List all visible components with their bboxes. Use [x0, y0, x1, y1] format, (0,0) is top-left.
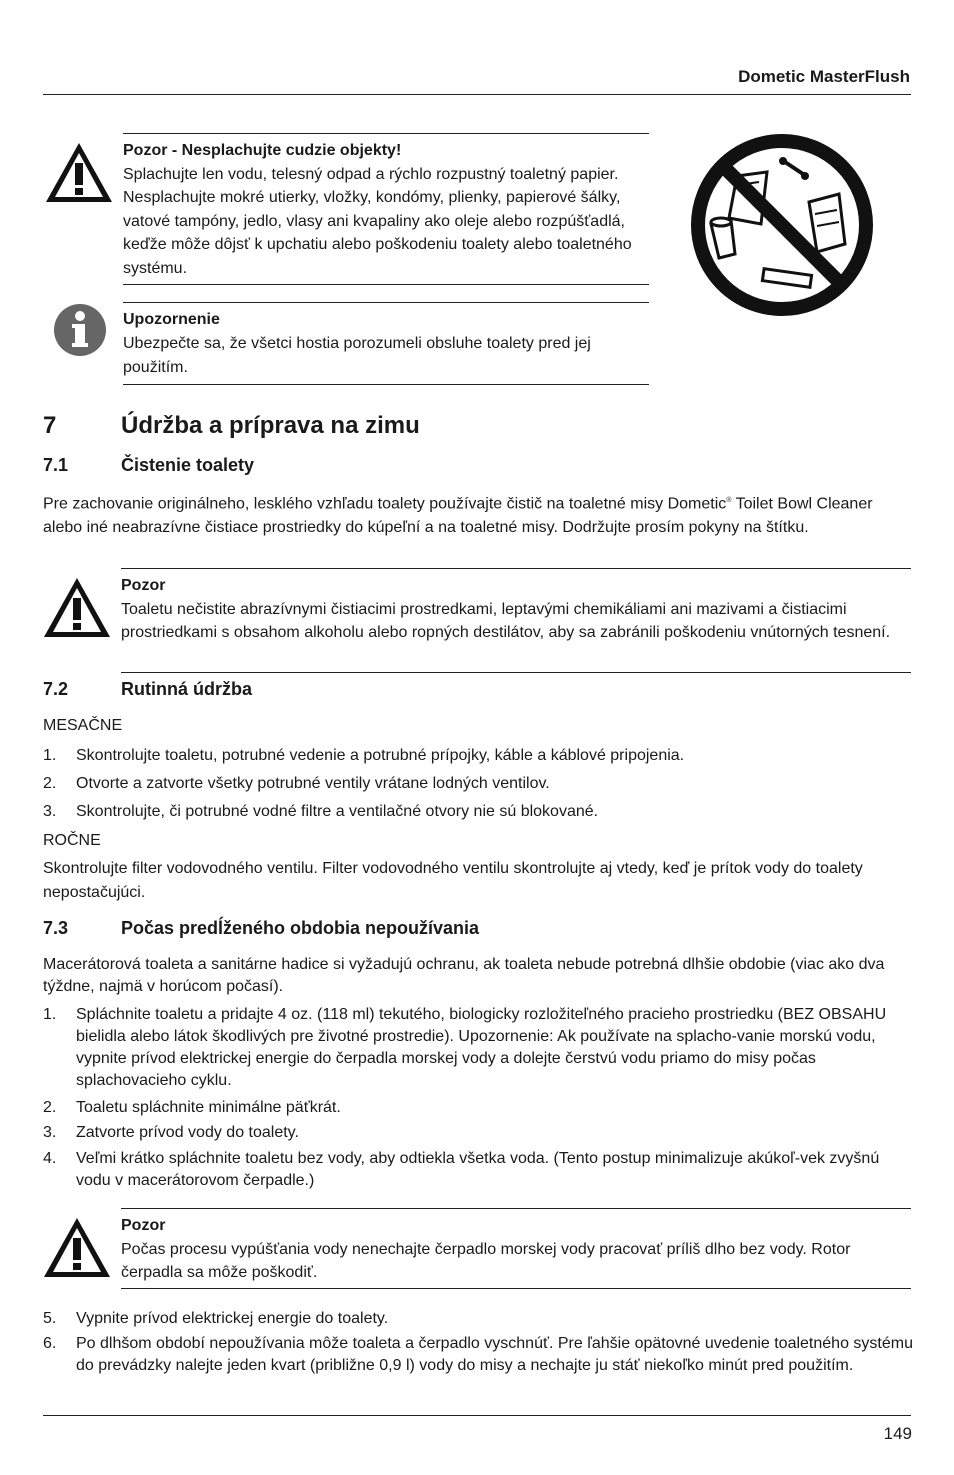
list-item: 2. Otvorte a zatvorte všetky potrubné ventily vrátane lodných ventilov.	[43, 775, 550, 792]
caution-abrasive	[121, 574, 913, 645]
section-7-3-number: 7.3	[43, 918, 69, 938]
caution-text: Toaletu nečistite abrazívnymi čistiacimi prostredkami, leptavými chemikáliami ani mazivami a čistiacimi prostriedkami s obsahom alkoholu alebo ropných destilátov, aby sa zabránili poškodeniu vnútorných tesnení.	[121, 600, 891, 641]
header-rule	[43, 94, 911, 95]
warning-text: Splachujte len vodu, telesný odpad a rýchlo rozpustný toaletný papier. Nesplachujte mokré utierky, vložky, kondómy, plienky, papierové šálky, vatové tampóny, jedlo, vlasy ani kvapaliny ako oleje alebo rozpúšťadlá, keďže môže dôjsť k upchatiu alebo poškodeniu toalety alebo toaletného systému.	[123, 165, 632, 277]
section-7-1-title: Čistenie toalety	[121, 455, 255, 475]
section-7-3-title: Počas predĺženého obdobia nepoužívania	[121, 918, 480, 938]
caution-text: Počas procesu vypúšťania vody nenechajte čerpadlo morskej vody pracovať príliš dlho bez vody. Rotor čerpadla sa môže poškodiť.	[121, 1240, 851, 1281]
list-item: 1. Skontrolujte toaletu, potrubné vedenie a potrubné prípojky, káble a káblové pripojenia.	[43, 747, 685, 764]
no-foreign-objects-icon	[689, 132, 875, 318]
section-7-1-paragraph: Pre zachovanie originálneho, lesklého vzhľadu toalety používajte čistič na toaletné misy Dometic® Toilet Bowl Cleaner alebo iné neabrazívne čistiace prostriedky do kúpeľní a na toaletné misy. Dodržujte prosím pokyny na štítku.	[43, 495, 873, 537]
storage-steps-list-b	[43, 1308, 913, 1377]
section-7-3-intro: Macerátorová toaleta a sanitárne hadice si vyžadujú ochranu, ak toaleta nebude potrebná dlhšie obdobie (viac ako dva týždne, najmä v horúcom počasí).	[43, 956, 885, 995]
list-item: 6. Po dlhšom období nepoužívania môže toaleta a čerpadlo vyschnúť. Pre ľahšie opätovné uvedenie toaletného systému do prevádzky nalejte jeden kvart (približne 0,9 l) vody do misy a nechajte ju stáť niekoľko minút pred použitím.	[43, 1335, 913, 1374]
caution-triangle-icon	[42, 1216, 112, 1280]
header-brand: Dometic MasterFlush	[738, 67, 910, 86]
section-7-1-number: 7.1	[43, 455, 69, 475]
note-hosts	[123, 308, 643, 380]
section-7-2-title: Rutinná údržba	[121, 679, 252, 699]
caution-triangle-icon	[42, 576, 112, 640]
list-item: 4. Veľmi krátko spláchnite toaletu bez vody, aby odtiekla všetka voda. (Tento postup minimalizuje akúkoľ-vek zvyšnú vodu v macerátorovom čerpadle.)	[43, 1150, 880, 1189]
caution-title: Pozor	[121, 1217, 166, 1234]
note-title: Upozornenie	[123, 311, 220, 328]
warning-foreign-objects	[123, 139, 643, 280]
section-7-number: 7	[43, 412, 57, 439]
page-number: 149	[883, 1424, 912, 1443]
footer-rule	[43, 1415, 911, 1416]
monthly-list	[43, 742, 913, 826]
warning-title: Pozor - Nesplachujte cudzie objekty!	[123, 142, 402, 159]
note-text: Ubezpečte sa, že všetci hostia porozumeli obsluhe toalety pred jej použitím.	[123, 335, 591, 376]
section-7-2-number: 7.2	[43, 679, 69, 699]
list-item: 5. Vypnite prívod elektrickej energie do toalety.	[43, 1310, 389, 1327]
monthly-label: MESAČNE	[43, 717, 123, 734]
info-icon	[53, 303, 107, 357]
registered-mark: ®	[726, 497, 732, 504]
list-item: 3. Skontrolujte, či potrubné vodné filtre a ventilačné otvory nie sú blokované.	[43, 803, 599, 820]
list-item: 3. Zatvorte prívod vody do toalety.	[43, 1124, 299, 1141]
yearly-text: Skontrolujte filter vodovodného ventilu. Filter vodovodného ventilu skontrolujte aj vtedy, keď je prítok vody do toalety nepostačujúci.	[43, 860, 863, 901]
caution-title: Pozor	[121, 577, 166, 594]
caution-pump	[121, 1214, 913, 1285]
yearly-label: ROČNE	[43, 832, 101, 849]
warning-triangle-icon	[44, 141, 114, 205]
storage-steps-list-a	[43, 1004, 913, 1192]
list-item: 1. Spláchnite toaletu a pridajte 4 oz. (118 ml) tekutého, biologicky rozložiteľného pracieho prostriedku (BEZ OBSAHU bielidla alebo látok škodlivých pre životné prostredie). Upozornenie: Ak používate na splacho-vanie morskú vodu, vypnite prívod elektrickej energie do čerpadla morskej vody a dolejte čerstvú vodu priamo do misy počas splachovacieho cyklu.	[43, 1006, 887, 1089]
list-item: 2. Toaletu spláchnite minimálne päťkrát.	[43, 1099, 341, 1116]
section-7-title: Údržba a príprava na zimu	[121, 412, 420, 439]
